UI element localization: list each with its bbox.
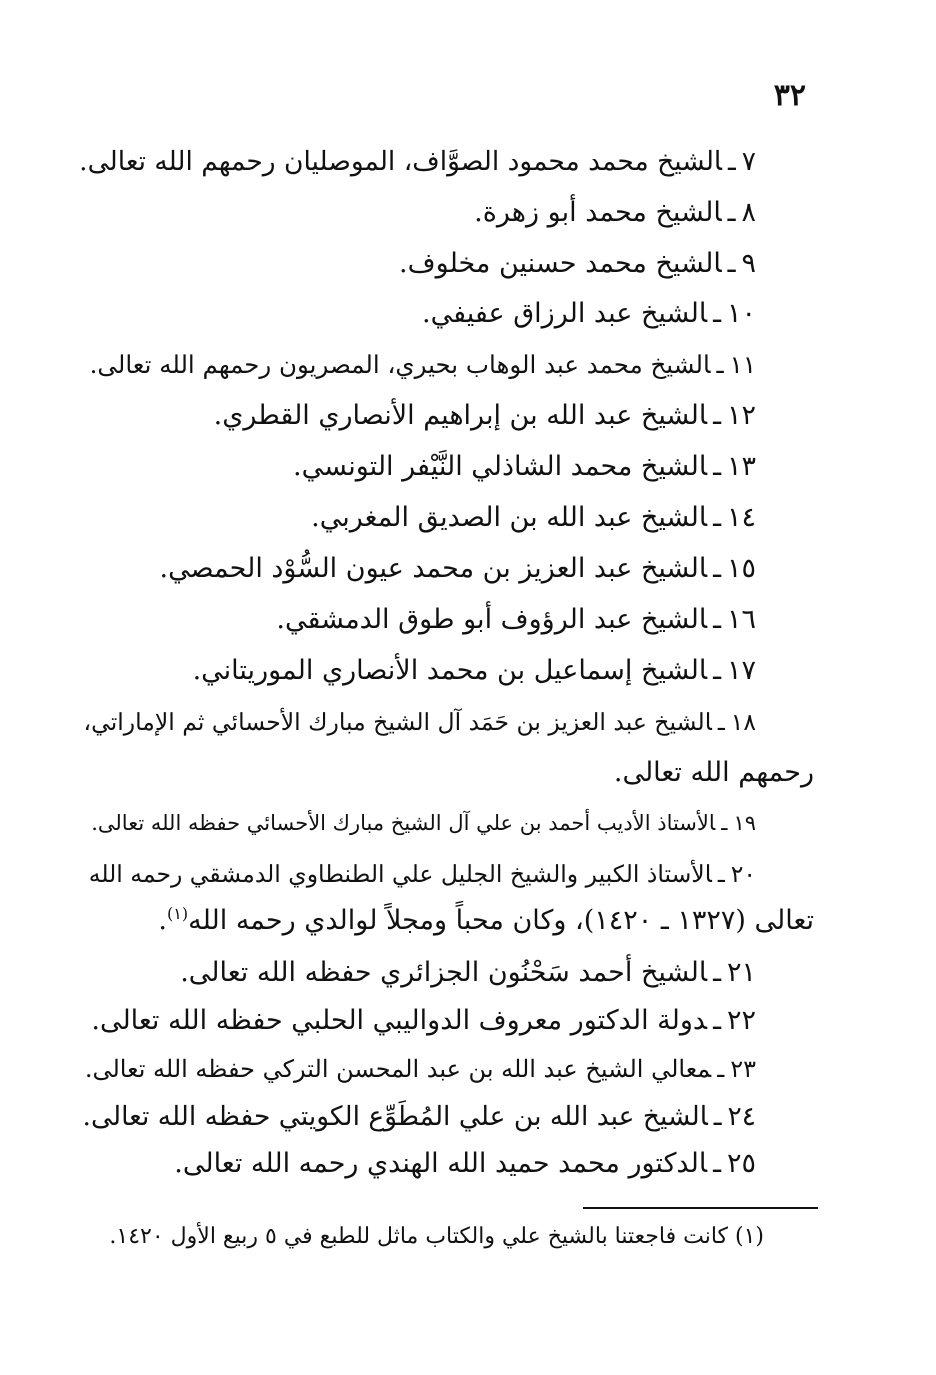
- item-text: الشيخ عبد الرؤوف أبو طوق الدمشقي.: [276, 604, 708, 635]
- item-separator: ـ: [713, 553, 721, 584]
- item-separator: ـ: [713, 655, 721, 686]
- item-number: ٧: [741, 146, 756, 177]
- item-number: ٢٤: [727, 1101, 756, 1132]
- item-number: ٨: [741, 197, 756, 228]
- item-text: الشيخ محمد الشاذلي النَّيْفر التونسي.: [293, 451, 708, 482]
- list-item-continuation: [80, 904, 814, 938]
- item-number: ١٤: [726, 502, 756, 533]
- continuation-end: .: [158, 905, 167, 936]
- item-separator: ـ: [713, 957, 721, 988]
- item-text: الشيخ محمد حسنين مخلوف.: [399, 248, 722, 279]
- item-separator: ـ: [717, 860, 725, 888]
- item-number: ٢٢: [726, 1005, 756, 1036]
- item-text: الشيخ عبد الله بن الصديق المغربي.: [311, 502, 708, 533]
- item-text: الأستاذ الأديب أحمد بن علي آل الشيخ مبارك الأحسائي حفظه الله تعالى.: [91, 811, 716, 835]
- footnote-divider: [583, 1207, 818, 1209]
- list-item: [80, 450, 756, 484]
- item-separator: ـ: [717, 1055, 725, 1083]
- item-number: ٢٠: [730, 860, 756, 888]
- item-separator: ـ: [713, 298, 721, 329]
- item-separator: ـ: [713, 1005, 721, 1036]
- page-number: ٣٢: [773, 78, 806, 113]
- list-item: [80, 956, 756, 990]
- item-separator: ـ: [713, 400, 721, 431]
- item-number: ١٦: [726, 604, 756, 635]
- item-number: ١٩: [733, 811, 756, 835]
- item-separator: ـ: [721, 811, 728, 835]
- item-text: الشيخ إسماعيل بن محمد الأنصاري الموريتاني.: [192, 655, 708, 686]
- list-item: [80, 145, 756, 179]
- item-number: ١٣: [726, 451, 756, 482]
- continuation-text: تعالى (١٣٢٧ ـ ١٤٢٠)، وكان محباً ومجلاً لوالدي رحمه الله: [188, 905, 814, 936]
- footnote: (١) كانت فاجعتنا بالشيخ علي والكتاب ماثل للطبع في ٥ ربيع الأول ١٤٢٠.: [109, 1224, 764, 1249]
- item-number: ٢١: [726, 957, 756, 988]
- list-item: [80, 1004, 756, 1038]
- item-text: الشيخ محمد عبد الوهاب بحيري، المصريون رحمهم الله تعالى.: [89, 350, 711, 379]
- item-text: الشيخ عبد الرزاق عفيفي.: [421, 298, 708, 329]
- item-text: الشيخ عبد الله بن علي المُطَوِّع الكويتي حفظه الله تعالى.: [82, 1101, 708, 1132]
- item-text: الشيخ أحمد سَحْنُون الجزائري حفظه الله تعالى.: [180, 957, 708, 988]
- list-item: [80, 705, 756, 739]
- list-item: [80, 552, 756, 586]
- item-text: الشيخ عبد الله بن إبراهيم الأنصاري القطري.: [213, 400, 708, 431]
- item-separator: ـ: [717, 708, 725, 736]
- item-separator: ـ: [713, 604, 721, 635]
- list-item: [80, 1052, 756, 1086]
- item-number: ١٥: [726, 553, 756, 584]
- item-number: ٩: [741, 248, 756, 279]
- item-text: معالي الشيخ عبد الله بن عبد المحسن التركي حفظه الله تعالى.: [84, 1055, 712, 1083]
- list-item: [80, 399, 756, 433]
- item-number: ٢٥: [726, 1148, 756, 1179]
- item-number: ١٠: [726, 298, 756, 329]
- footnote-reference[interactable]: (١): [167, 904, 189, 923]
- item-number: ١٧: [726, 655, 756, 686]
- list-item: [80, 1100, 756, 1134]
- list-item-continuation: رحمهم الله تعالى.: [613, 757, 814, 788]
- list-item: [80, 1147, 756, 1181]
- item-text: الشيخ محمد أبو زهرة.: [474, 197, 722, 228]
- item-number: ١١: [729, 350, 756, 379]
- list-item: [80, 806, 756, 840]
- item-separator: ـ: [713, 502, 721, 533]
- item-number: ١٢: [726, 400, 756, 431]
- item-text: الشيخ عبد العزيز بن حَمَد آل الشيخ مبارك الأحسائي ثم الإماراتي،: [83, 708, 712, 736]
- item-separator: ـ: [713, 1148, 721, 1179]
- item-text: الأستاذ الكبير والشيخ الجليل علي الطنطاوي الدمشقي رحمه الله: [88, 860, 712, 888]
- list-item: [80, 857, 756, 891]
- list-item: [80, 654, 756, 688]
- item-separator: ـ: [713, 451, 721, 482]
- list-item: [80, 247, 756, 281]
- list-item: [80, 603, 756, 637]
- item-separator: ـ: [727, 248, 736, 279]
- item-number: ١٨: [730, 708, 756, 736]
- item-text: الشيخ محمد محمود الصوَّاف، الموصليان رحمهم الله تعالى.: [79, 146, 722, 177]
- item-text: دولة الدكتور معروف الدواليبي الحلبي حفظه الله تعالى.: [91, 1005, 708, 1036]
- item-separator: ـ: [728, 146, 736, 177]
- item-separator: ـ: [713, 1101, 722, 1132]
- list-item: [80, 348, 756, 382]
- list-item: [80, 196, 756, 230]
- item-text: الشيخ عبد العزيز بن محمد عيون السُّوْد الحمصي.: [159, 553, 708, 584]
- list-item: [80, 501, 756, 535]
- item-number: ٢٣: [730, 1055, 756, 1083]
- list-item: [80, 297, 756, 331]
- item-separator: ـ: [716, 350, 724, 379]
- item-separator: ـ: [727, 197, 736, 228]
- item-text: الدكتور محمد حميد الله الهندي رحمه الله تعالى.: [174, 1148, 708, 1179]
